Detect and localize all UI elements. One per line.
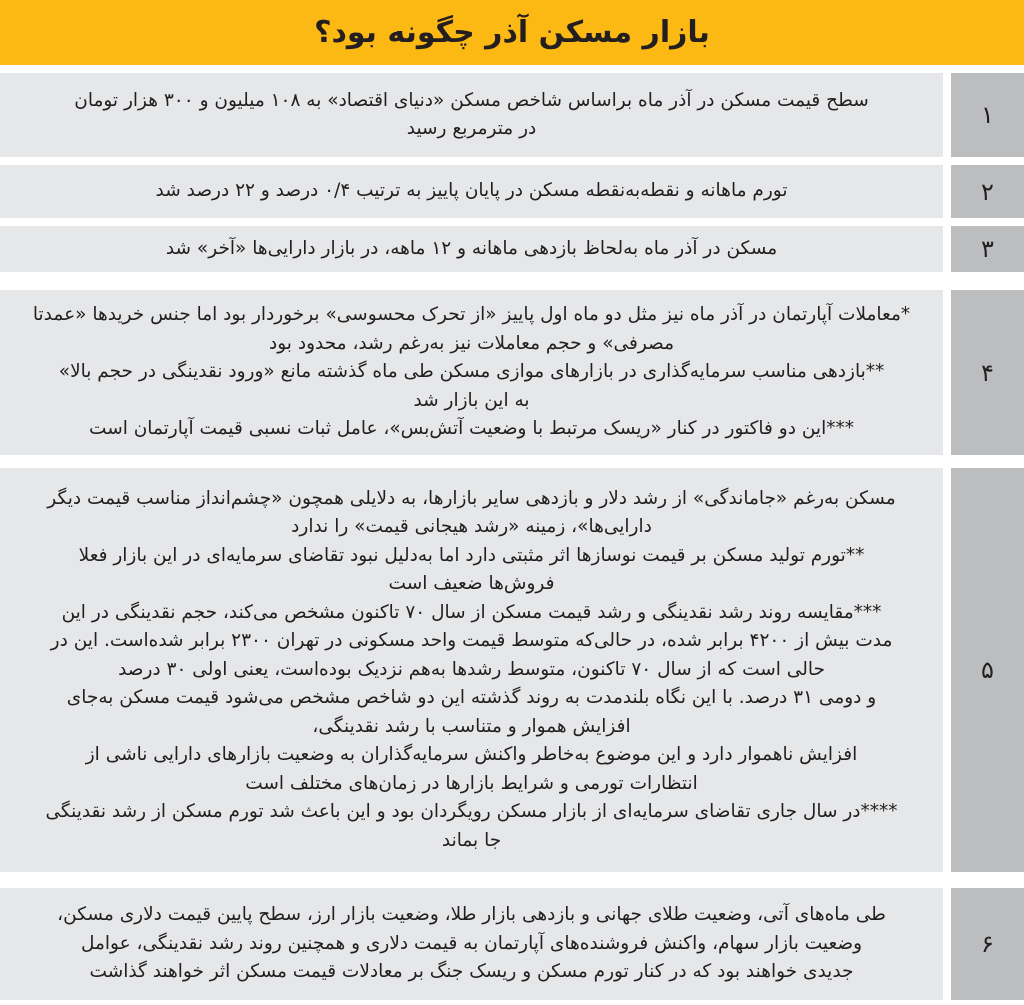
row-text-line: جا بماند (441, 829, 502, 851)
table-row (0, 468, 1024, 872)
row-text-line: مصرفی» و حجم معاملات نیز به‌رغم رشد، محدود بود (269, 332, 674, 354)
row-text-line: مدت بیش از ۴۲۰۰ برابر شده، در حالی‌که متوسط قیمت واحد مسکونی در تهران ۲۳۰۰ برابر شده‌است. این در (50, 630, 893, 652)
row-text-line: در مترمربع رسید (406, 118, 537, 139)
row-text-line: افزایش هموار و متناسب با رشد نقدینگی، (312, 715, 631, 737)
table-row (0, 226, 1024, 272)
row-text-line: دارایی‌ها»، زمینه «رشد هیجانی قیمت» را ندارد (291, 516, 652, 538)
row-text-line: افزایش ناهموار دارد و این موضوع به‌خاطر واکنش سرمایه‌گذاران به وضعیت بازارهای دارایی ناشی از (85, 744, 858, 766)
page-title: بازار مسکن آذر چگونه بود؟ (314, 15, 710, 50)
row-text-line: انتظارات تورمی و شرایط بازارها در زمان‌های مختلف است (245, 772, 698, 794)
row-text-line: تورم ماهانه و نقطه‌به‌نقطه مسکن در پایان پاییز به ترتیب ۰/۴ درصد و ۲۲ درصد شد (155, 180, 788, 202)
row-text-cell (0, 226, 943, 272)
row-text-line: حالی است که از سال ۷۰ تاکنون، متوسط رشدها به‌هم نزدیک بوده‌است، یعنی اولی ۳۰ درصد (118, 658, 825, 680)
table-row (0, 73, 1024, 157)
row-text-line: مسکن در آذر ماه به‌لحاظ بازدهی ماهانه و ۱۲ ماهه، در بازار دارایی‌ها «آخر» شد (165, 237, 778, 259)
row-text-cell (0, 888, 943, 1000)
row-text-cell (0, 165, 943, 218)
row-text-line: ***مقایسه روند رشد نقدینگی و رشد قیمت مسکن از سال ۷۰ تاکنون مشخص می‌کند، حجم نقدینگی در این (61, 601, 882, 623)
row-number: ۱ (951, 73, 1024, 157)
row-text-line: طی ماه‌های آتی، وضعیت طلای جهانی و بازدهی بازار طلا، وضعیت بازار ارز، سطح پایین قیمت دلاری مسکن، (57, 904, 886, 926)
row-number: ۴ (951, 290, 1024, 455)
row-text-line: سطح قیمت مسکن در آذر ماه براساس شاخص مسکن «دنیای اقتصاد» به ۱۰۸ میلیون و ۳۰۰ هزار تومان (74, 89, 869, 111)
row-text-cell (0, 468, 943, 872)
row-text-cell (0, 73, 943, 157)
row-text-line: جدیدی خواهند بود که در کنار تورم مسکن و ریسک جنگ بر معادلات قیمت مسکن اثر خواهند گذاشت (89, 961, 854, 983)
row-text-line: ***این دو فاکتور در کنار «ریسک مرتبط با وضعیت آتش‌بس»، عامل ثبات نسبی قیمت آپارتمان است (89, 418, 854, 440)
row-number: ۶ (951, 888, 1024, 1000)
table-row (0, 165, 1024, 218)
row-text-line: فروش‌ها ضعیف است (388, 573, 555, 595)
row-number: ۲ (951, 165, 1024, 218)
row-text-line: ****در سال جاری تقاضای سرمایه‌ای از بازار مسکن رویگردان بود و این باعث شد تورم مسکن از رشد نقدینگی (45, 801, 898, 823)
row-number: ۵ (951, 468, 1024, 872)
row-text-line: **تورم تولید مسکن بر قیمت نوسازها اثر مثبتی دارد اما به‌دلیل نبود تقاضای سرمایه‌ای در این بازار فعلا (78, 544, 865, 566)
row-text-cell (0, 290, 943, 455)
row-text-line: وضعیت بازار سهام، واکنش فروشنده‌های آپارتمان به قیمت دلاری و همچنین روند رشد نقدینگی، عوامل (80, 932, 863, 954)
row-text-line: و دومی ۳۱ درصد. با این نگاه بلندمدت به روند گذشته این دو شاخص مشخص می‌شود قیمت مسکن به‌جای (66, 687, 877, 709)
row-number: ۳ (951, 226, 1024, 272)
row-text-line: **بازدهی مناسب سرمایه‌گذاری در بازارهای موازی مسکن طی ماه گذشته مانع «ورود نقدینگی در حجم بالا» (58, 361, 885, 383)
row-text-line: مسکن به‌رغم «جاماندگی» از رشد دلار و بازدهی سایر بازارها، به دلایلی همچون «چشم‌انداز مناسب قیمت دیگر (47, 487, 896, 509)
table-row (0, 290, 1024, 455)
row-text-line: به این بازار شد (413, 389, 530, 411)
table-row (0, 888, 1024, 1000)
title-banner (0, 0, 1024, 65)
row-text-line: *معاملات آپارتمان در آذر ماه نیز مثل دو ماه اول پاییز «از تحرک محسوسی» برخوردار بود اما جنس خریدها «عمدتا (32, 304, 911, 326)
